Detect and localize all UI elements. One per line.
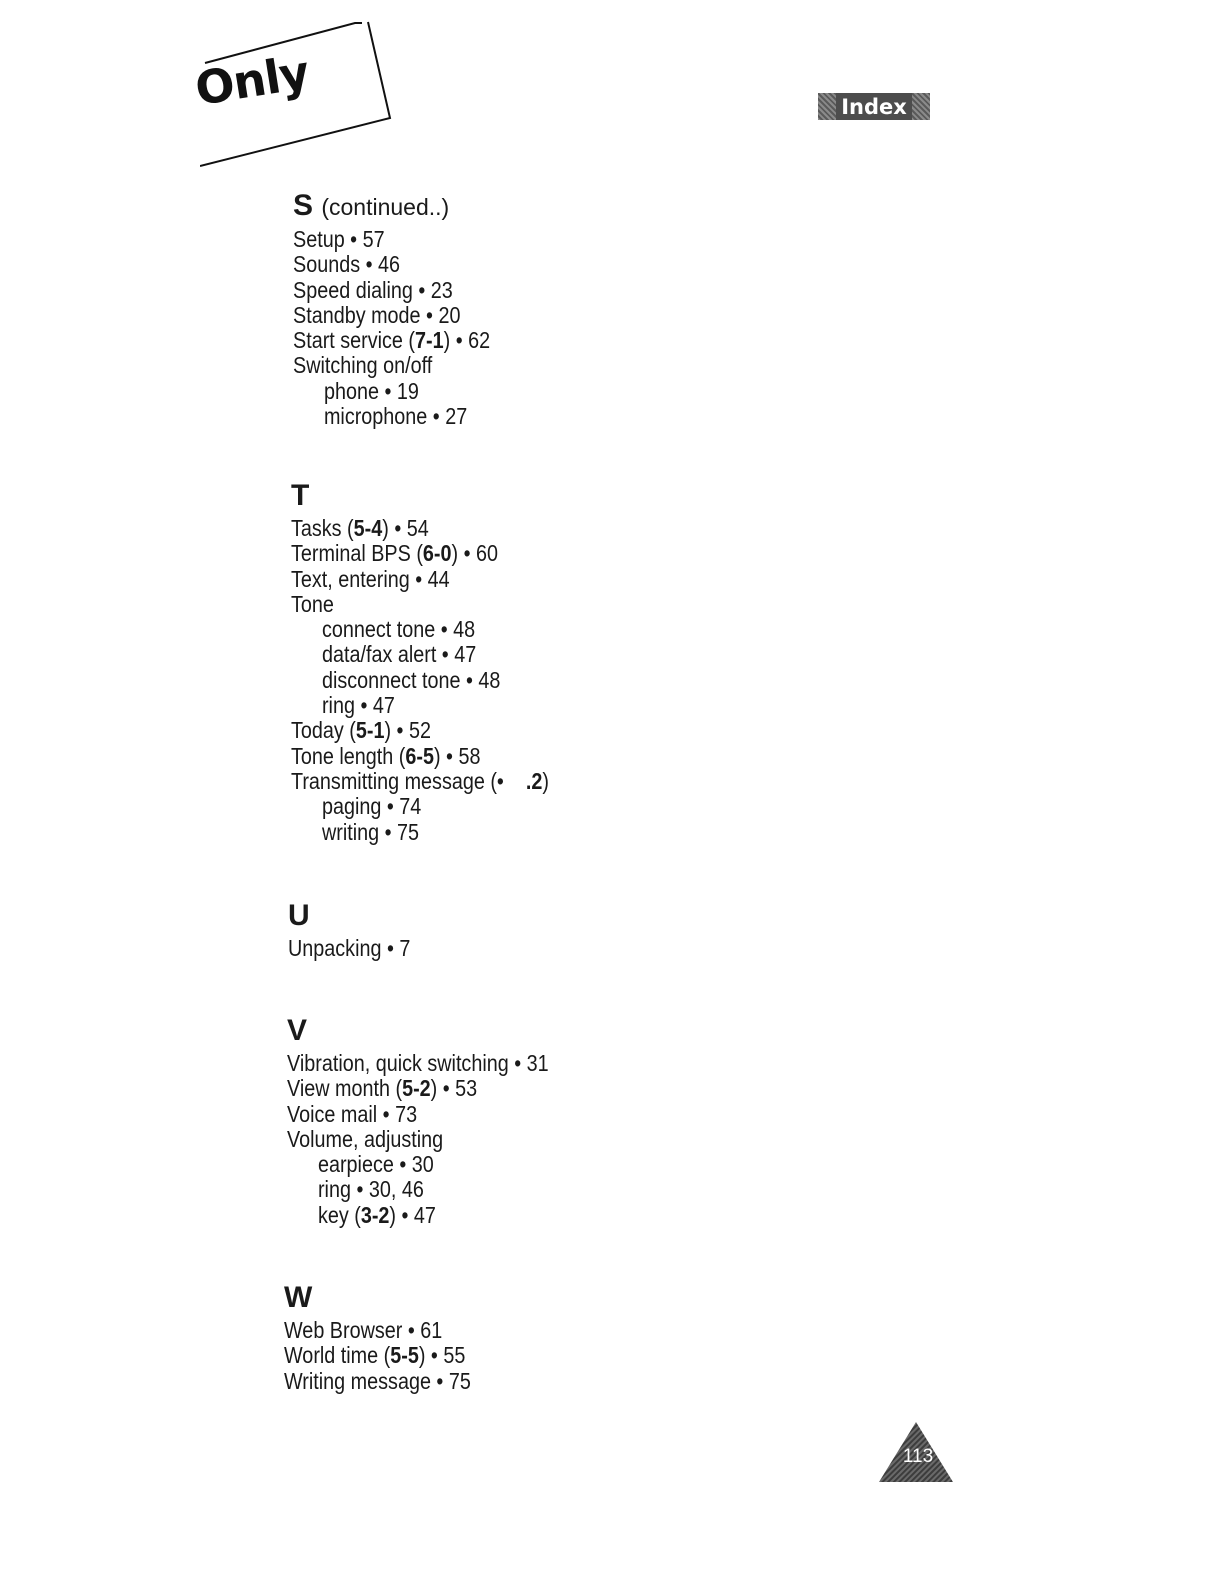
index-entry: Text, entering • 44	[291, 565, 450, 592]
index-header-label: Index	[841, 94, 907, 119]
index-entry: Setup • 57	[293, 226, 385, 252]
continued-label: (continued..)	[321, 194, 450, 220]
index-entry: View month (5-2) • 53	[287, 1075, 478, 1102]
section-letter: V	[287, 1014, 308, 1047]
index-entry: Standby mode • 20	[293, 301, 461, 328]
letter-s: S	[293, 189, 314, 222]
index-subentry: writing • 75	[321, 818, 420, 845]
section-letter: U	[288, 899, 310, 932]
index-subentry: paging • 74	[321, 793, 422, 820]
index-entry: Switching on/off	[293, 352, 433, 379]
index-subentry: earpiece • 30	[317, 1151, 434, 1178]
index-subentry: microphone • 27	[323, 403, 468, 430]
index-subentry: data/fax alert • 47	[321, 641, 477, 668]
index-entry: Voice mail • 73	[287, 1100, 418, 1127]
index-entry: Unpacking • 7	[288, 935, 411, 961]
index-subentry: key (3-2) • 47	[317, 1201, 436, 1228]
index-subentry: disconnect tone • 48	[321, 666, 501, 693]
page-number: 113	[902, 1446, 934, 1467]
index-header-tab	[818, 93, 930, 120]
index-entry: Start service (7-1) • 62	[293, 327, 491, 354]
index-entry: Volume, adjusting	[287, 1125, 444, 1152]
section-s	[293, 188, 522, 429]
index-entry: Sounds • 46	[293, 251, 401, 278]
index-entry: Terminal BPS (6-0) • 60	[291, 540, 499, 567]
index-entry: Tone length (6-5) • 58	[291, 742, 481, 769]
only-stamp-label: Only	[191, 44, 313, 116]
index-subentry: phone • 19	[323, 377, 419, 404]
index-entry: Speed dialing • 23	[293, 276, 453, 303]
index-entry: World time (5-5) • 55	[284, 1342, 466, 1369]
index-entry: Writing message • 75	[284, 1367, 471, 1394]
section-t	[291, 478, 591, 845]
index-subentry: connect tone • 48	[321, 616, 476, 643]
section-letter: W	[284, 1281, 313, 1314]
index-subentry: ring • 47	[321, 692, 395, 719]
index-entry: Transmitting message (• .2)	[291, 767, 549, 794]
index-entry: Today (5-1) • 52	[291, 717, 431, 744]
index-entry: Web Browser • 61	[284, 1317, 443, 1343]
index-entry: Tone	[291, 590, 334, 617]
index-subentry: ring • 30, 46	[317, 1176, 424, 1203]
index-entry: Vibration, quick switching • 31	[287, 1050, 549, 1076]
section-v	[287, 1013, 591, 1228]
section-u	[288, 898, 430, 961]
section-letter	[293, 188, 522, 225]
index-entry: Tasks (5-4) • 54	[291, 515, 429, 541]
section-w	[284, 1280, 501, 1394]
section-letter: T	[291, 479, 310, 512]
